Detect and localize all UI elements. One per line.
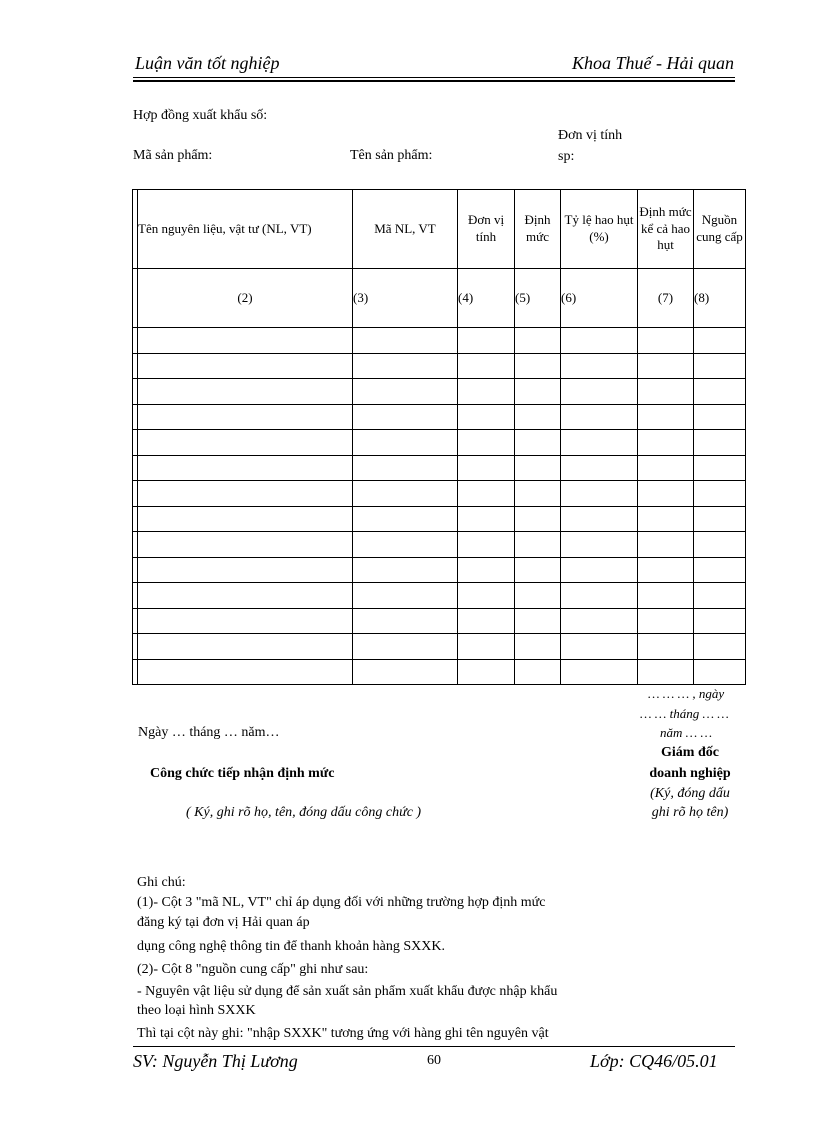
footer-page-number: 60	[427, 1053, 441, 1068]
unit-label-line2: sp:	[558, 149, 575, 164]
column-number-2: (2)	[138, 269, 353, 328]
table-row	[133, 608, 746, 634]
table-row	[133, 455, 746, 481]
header-loss-rate: Tỷ lệ hao hụt (%)	[561, 190, 638, 269]
header-left-title: Luận văn tốt nghiệp	[135, 53, 280, 73]
footer-student: SV: Nguyễn Thị Lương	[133, 1051, 298, 1071]
director-title-line2: doanh nghiệp	[649, 766, 731, 781]
header-rule-thin	[133, 77, 735, 78]
table-row	[133, 353, 746, 379]
header-unit: Đơn vị tính	[458, 190, 515, 269]
contract-label: Hợp đồng xuất khẩu số:	[133, 108, 268, 123]
date-right-line1: … … … , ngày	[648, 686, 725, 701]
header-material-name: Tên nguyên liệu, vật tư (NL, VT)	[138, 190, 353, 269]
column-number-8: (8)	[694, 269, 746, 328]
table-row	[133, 404, 746, 430]
header-norm: Định mức	[515, 190, 561, 269]
notes-line: (1)- Cột 3 "mã NL, VT" chỉ áp dụng đối với những trường hợp định mức	[137, 895, 546, 910]
column-number-5: (5)	[515, 269, 561, 328]
table-row	[133, 481, 746, 507]
table-row	[133, 430, 746, 456]
date-left: Ngày … tháng … năm…	[138, 725, 280, 740]
table-row	[133, 506, 746, 532]
footer-rule	[133, 1046, 735, 1047]
column-number-4: (4)	[458, 269, 515, 328]
footer-class: Lớp: CQ46/05.01	[590, 1051, 718, 1071]
column-number-3: (3)	[353, 269, 458, 328]
notes-line: theo loại hình SXXK	[137, 1003, 256, 1018]
notes-line: đăng ký tại đơn vị Hải quan áp	[137, 915, 310, 930]
product-name-label: Tên sản phẩm:	[350, 148, 433, 163]
official-title: Công chức tiếp nhận định mức	[150, 766, 335, 781]
director-note-line2: ghi rõ họ tên)	[651, 805, 729, 820]
date-right-line2: … … tháng … …	[640, 706, 729, 721]
header-right-title: Khoa Thuế - Hải quan	[572, 53, 734, 73]
table-row	[133, 659, 746, 685]
header-supply-source: Nguồn cung cấp	[694, 190, 746, 269]
table-header-row	[133, 190, 746, 269]
director-note-line1: (Ký, đóng dấu	[650, 786, 730, 801]
official-note: ( Ký, ghi rõ họ, tên, đóng dấu công chức )	[186, 805, 422, 820]
date-right-line3: năm … …	[660, 725, 713, 740]
table-row	[133, 583, 746, 609]
notes-line: dụng công nghệ thông tin để thanh khoản hàng SXXK.	[137, 939, 445, 954]
column-number-7: (7)	[638, 269, 694, 328]
column-number-6: (6)	[561, 269, 638, 328]
table-row	[133, 557, 746, 583]
table-row	[133, 634, 746, 660]
norm-table	[132, 189, 746, 685]
header-material-code: Mã NL, VT	[353, 190, 458, 269]
table-row	[133, 328, 746, 354]
header-rule-thick	[133, 80, 735, 82]
notes-line: (2)- Cột 8 "nguồn cung cấp" ghi như sau:	[137, 962, 369, 977]
table-number-row	[133, 269, 746, 328]
director-title-line1: Giám đốc	[661, 745, 719, 760]
header-norm-incl-loss: Định mức kể cả hao hụt	[638, 190, 694, 269]
notes-line: Thì tại cột này ghi: "nhập SXXK" tương ứng với hàng ghi tên nguyên vật	[137, 1026, 549, 1041]
notes-title: Ghi chú:	[137, 875, 186, 890]
unit-label-line1: Đơn vị tính	[558, 128, 623, 143]
table-row	[133, 379, 746, 405]
table-row	[133, 532, 746, 558]
product-code-label: Mã sản phẩm:	[133, 148, 213, 163]
notes-line: - Nguyên vật liệu sử dụng để sản xuất sản phẩm xuất khẩu được nhập khẩu	[137, 984, 558, 999]
